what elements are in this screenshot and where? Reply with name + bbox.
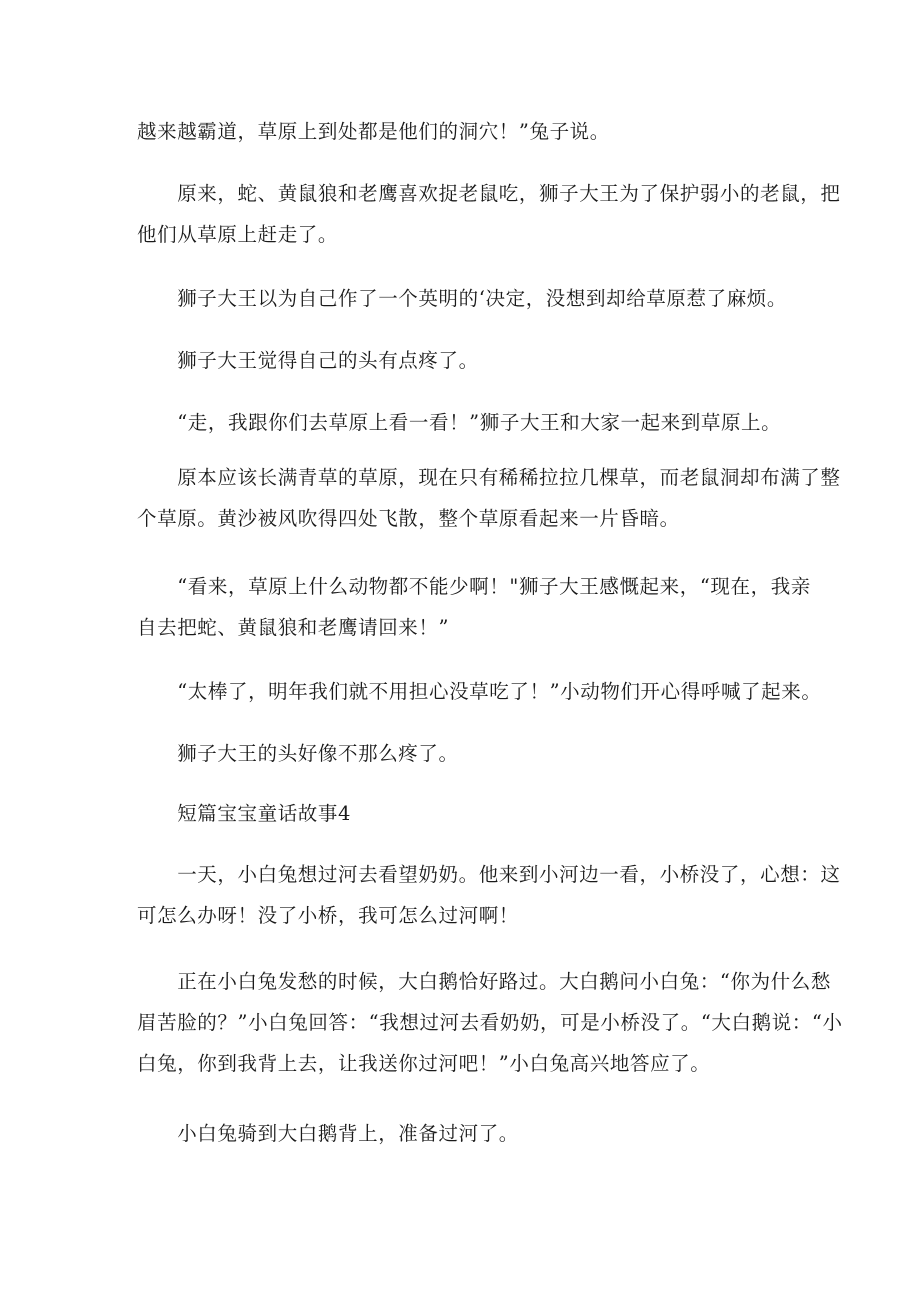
text-line: “太棒了，明年我们就不用担心没草吃了！”小动物们开心得呼喊了起来。 (137, 680, 822, 703)
text-line: 小白兔骑到大白鹅背上，准备过河了。 (137, 1122, 519, 1145)
text-line: 一天，小白兔想过河去看望奶奶。他来到小河边一看，小桥没了，心想：这 (137, 863, 841, 886)
paragraph-12 (137, 1113, 792, 1154)
text-line: 原来，蛇、黄鼠狼和老鹰喜欢捉老鼠吃，狮子大王为了保护弱小的老鼠，把 (137, 182, 841, 205)
text-line: 原本应该长满青草的草原，现在只有稀稀拉拉几棵草，而老鼠洞却布满了整 (137, 466, 841, 489)
paragraph-9 (137, 733, 792, 774)
text-line: 越来越霸道，草原上到处都是他们的洞穴！”兔子说。 (137, 120, 610, 143)
text-line: 狮子大王的头好像不那么疼了。 (137, 742, 459, 765)
paragraph-3 (137, 278, 792, 319)
paragraph-1 (137, 111, 792, 152)
text-line: 个草原。黄沙被风吹得四处飞散，整个草原看起来一片昏暗。 (137, 507, 680, 530)
paragraph-11 (137, 961, 843, 1084)
text-line: 狮子大王觉得自己的头有点疼了。 (137, 349, 479, 372)
section-heading (137, 793, 792, 834)
text-line: “看来，草原上什么动物都不能少啊！"狮子大王感慨起来，“现在，我亲 (137, 575, 811, 598)
text-line: 可怎么办呀！没了小桥，我可怎么过河啊！ (137, 904, 519, 927)
paragraph-8 (137, 671, 822, 712)
paragraph-6 (137, 457, 841, 539)
text-line: 正在小白兔发愁的时候，大白鹅恰好路过。大白鹅问小白兔：“你为什么愁 (137, 970, 831, 993)
text-line: 自去把蛇、黄鼠狼和老鹰请回来！” (137, 616, 450, 639)
paragraph-7 (137, 566, 811, 648)
heading-text: 短篇宝宝童话故事4 (137, 802, 352, 825)
paragraph-4 (137, 340, 792, 381)
paragraph-10 (137, 854, 841, 936)
text-line: “走，我跟你们去草原上看一看！”狮子大王和大家一起来到草原上。 (137, 411, 782, 434)
text-line: 眉苦脸的？”小白兔回答：“我想过河去看奶奶，可是小桥没了。“大白鹅说：“小 (137, 1011, 843, 1034)
text-line: 狮子大王以为自己作了一个英明的‘决定，没想到却给草原惹了麻烦。 (137, 287, 787, 310)
text-line: 白兔，你到我背上去，让我送你过河吧！”小白兔高兴地答应了。 (137, 1052, 711, 1075)
text-line: 他们从草原上赶走了。 (137, 223, 339, 246)
paragraph-2 (137, 173, 841, 255)
paragraph-5 (137, 402, 792, 443)
